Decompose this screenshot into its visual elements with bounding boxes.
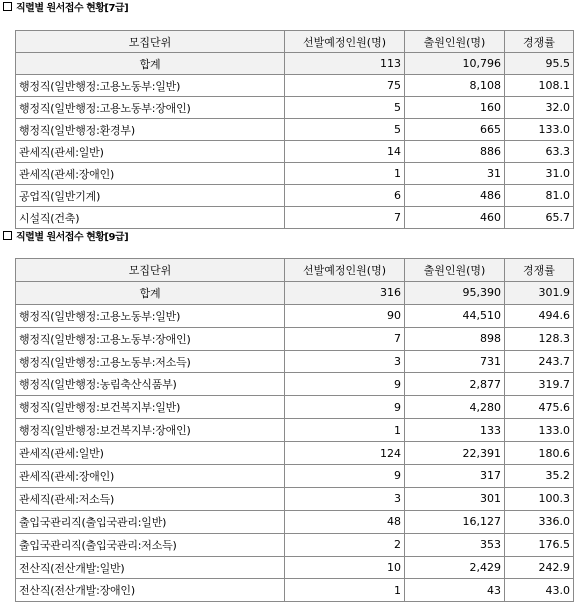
header-row [16, 259, 574, 282]
table-row [16, 163, 574, 185]
table-row [16, 579, 574, 602]
applicant-count: 317 [405, 465, 505, 488]
unit-name: 출입국관리직(출입국관리:저소득) [16, 533, 285, 556]
selected-count: 7 [285, 327, 405, 350]
header-row [16, 31, 574, 53]
table-row [16, 373, 574, 396]
competition-ratio: 65.7 [505, 207, 574, 229]
column-header: 선발예정인원(명) [285, 259, 405, 282]
table-row [16, 327, 574, 350]
applicant-count: 44,510 [405, 304, 505, 327]
unit-name: 행정직(일반행정:보건복지부:장애인) [16, 419, 285, 442]
applicant-count: 731 [405, 350, 505, 373]
selected-count: 1 [285, 419, 405, 442]
unit-name: 행정직(일반행정:환경부) [16, 119, 285, 141]
square-bullet-icon [3, 231, 12, 240]
selected-count: 3 [285, 487, 405, 510]
unit-name: 공업직(일반기계) [16, 185, 285, 207]
competition-ratio: 319.7 [505, 373, 574, 396]
column-header: 선발예정인원(명) [285, 31, 405, 53]
competition-ratio: 31.0 [505, 163, 574, 185]
column-header: 출원인원(명) [405, 259, 505, 282]
table-row [16, 487, 574, 510]
section-title-text: 직렬별 원서접수 현황[7급] [16, 3, 129, 14]
unit-name: 행정직(일반행정:고용노동부:저소득) [16, 350, 285, 373]
column-header: 경쟁률 [505, 31, 574, 53]
competition-ratio: 32.0 [505, 97, 574, 119]
table-grade-9 [15, 258, 574, 602]
table-row [16, 97, 574, 119]
section-title-text: 직렬별 원서접수 현황[9급] [16, 232, 129, 243]
table-row [16, 396, 574, 419]
total-selected: 316 [285, 281, 405, 304]
applicant-count: 353 [405, 533, 505, 556]
table-row [16, 510, 574, 533]
unit-name: 관세직(관세:일반) [16, 141, 285, 163]
unit-name: 관세직(관세:일반) [16, 442, 285, 465]
unit-name: 행정직(일반행정:보건복지부:일반) [16, 396, 285, 419]
section-title-9 [3, 231, 128, 245]
unit-name: 시설직(건축) [16, 207, 285, 229]
total-row [16, 53, 574, 75]
table-row [16, 207, 574, 229]
table-grade-7 [15, 30, 574, 229]
competition-ratio: 43.0 [505, 579, 574, 602]
table-row [16, 442, 574, 465]
unit-name: 관세직(관세:저소득) [16, 487, 285, 510]
selected-count: 124 [285, 442, 405, 465]
applicant-count: 2,429 [405, 556, 505, 579]
table-row [16, 304, 574, 327]
competition-ratio: 180.6 [505, 442, 574, 465]
total-row [16, 281, 574, 304]
competition-ratio: 100.3 [505, 487, 574, 510]
selected-count: 10 [285, 556, 405, 579]
column-header: 경쟁률 [505, 259, 574, 282]
unit-name: 행정직(일반행정:고용노동부:일반) [16, 75, 285, 97]
unit-name: 출입국관리직(출입국관리:일반) [16, 510, 285, 533]
applicant-count: 665 [405, 119, 505, 141]
unit-name: 행정직(일반행정:농림축산식품부) [16, 373, 285, 396]
applicant-count: 4,280 [405, 396, 505, 419]
applicant-count: 22,391 [405, 442, 505, 465]
table-row [16, 533, 574, 556]
total-applicants: 95,390 [405, 281, 505, 304]
competition-ratio: 108.1 [505, 75, 574, 97]
column-header: 모집단위 [16, 31, 285, 53]
unit-name: 전산직(전산개발:일반) [16, 556, 285, 579]
applicant-count: 486 [405, 185, 505, 207]
column-header: 모집단위 [16, 259, 285, 282]
applicant-count: 16,127 [405, 510, 505, 533]
competition-ratio: 176.5 [505, 533, 574, 556]
selected-count: 2 [285, 533, 405, 556]
selected-count: 14 [285, 141, 405, 163]
selected-count: 1 [285, 579, 405, 602]
competition-ratio: 63.3 [505, 141, 574, 163]
section-title-7 [3, 2, 128, 16]
unit-name: 행정직(일반행정:고용노동부:장애인) [16, 97, 285, 119]
competition-ratio: 35.2 [505, 465, 574, 488]
competition-ratio: 336.0 [505, 510, 574, 533]
applicant-count: 460 [405, 207, 505, 229]
selected-count: 90 [285, 304, 405, 327]
column-header: 출원인원(명) [405, 31, 505, 53]
competition-ratio: 475.6 [505, 396, 574, 419]
total-label: 합계 [16, 53, 285, 75]
unit-name: 관세직(관세:장애인) [16, 163, 285, 185]
total-ratio: 95.5 [505, 53, 574, 75]
competition-ratio: 494.6 [505, 304, 574, 327]
applicant-count: 301 [405, 487, 505, 510]
total-selected: 113 [285, 53, 405, 75]
total-applicants: 10,796 [405, 53, 505, 75]
selected-count: 5 [285, 119, 405, 141]
table-row [16, 119, 574, 141]
selected-count: 75 [285, 75, 405, 97]
unit-name: 관세직(관세:장애인) [16, 465, 285, 488]
applicant-count: 43 [405, 579, 505, 602]
applicant-count: 898 [405, 327, 505, 350]
competition-ratio: 243.7 [505, 350, 574, 373]
applicant-count: 31 [405, 163, 505, 185]
applicant-count: 133 [405, 419, 505, 442]
unit-name: 전산직(전산개발:장애인) [16, 579, 285, 602]
unit-name: 행정직(일반행정:고용노동부:장애인) [16, 327, 285, 350]
selected-count: 9 [285, 373, 405, 396]
competition-ratio: 128.3 [505, 327, 574, 350]
applicant-count: 2,877 [405, 373, 505, 396]
applicant-count: 160 [405, 97, 505, 119]
selected-count: 1 [285, 163, 405, 185]
applicant-count: 886 [405, 141, 505, 163]
total-ratio: 301.9 [505, 281, 574, 304]
selected-count: 7 [285, 207, 405, 229]
selected-count: 5 [285, 97, 405, 119]
square-bullet-icon [3, 2, 12, 11]
competition-ratio: 133.0 [505, 119, 574, 141]
competition-ratio: 133.0 [505, 419, 574, 442]
competition-ratio: 242.9 [505, 556, 574, 579]
applicant-count: 8,108 [405, 75, 505, 97]
table-row [16, 419, 574, 442]
table-row [16, 185, 574, 207]
selected-count: 9 [285, 465, 405, 488]
table-row [16, 141, 574, 163]
selected-count: 9 [285, 396, 405, 419]
table-row [16, 350, 574, 373]
competition-ratio: 81.0 [505, 185, 574, 207]
selected-count: 6 [285, 185, 405, 207]
table-row [16, 465, 574, 488]
total-label: 합계 [16, 281, 285, 304]
unit-name: 행정직(일반행정:고용노동부:일반) [16, 304, 285, 327]
table-row [16, 75, 574, 97]
selected-count: 3 [285, 350, 405, 373]
table-row [16, 556, 574, 579]
selected-count: 48 [285, 510, 405, 533]
